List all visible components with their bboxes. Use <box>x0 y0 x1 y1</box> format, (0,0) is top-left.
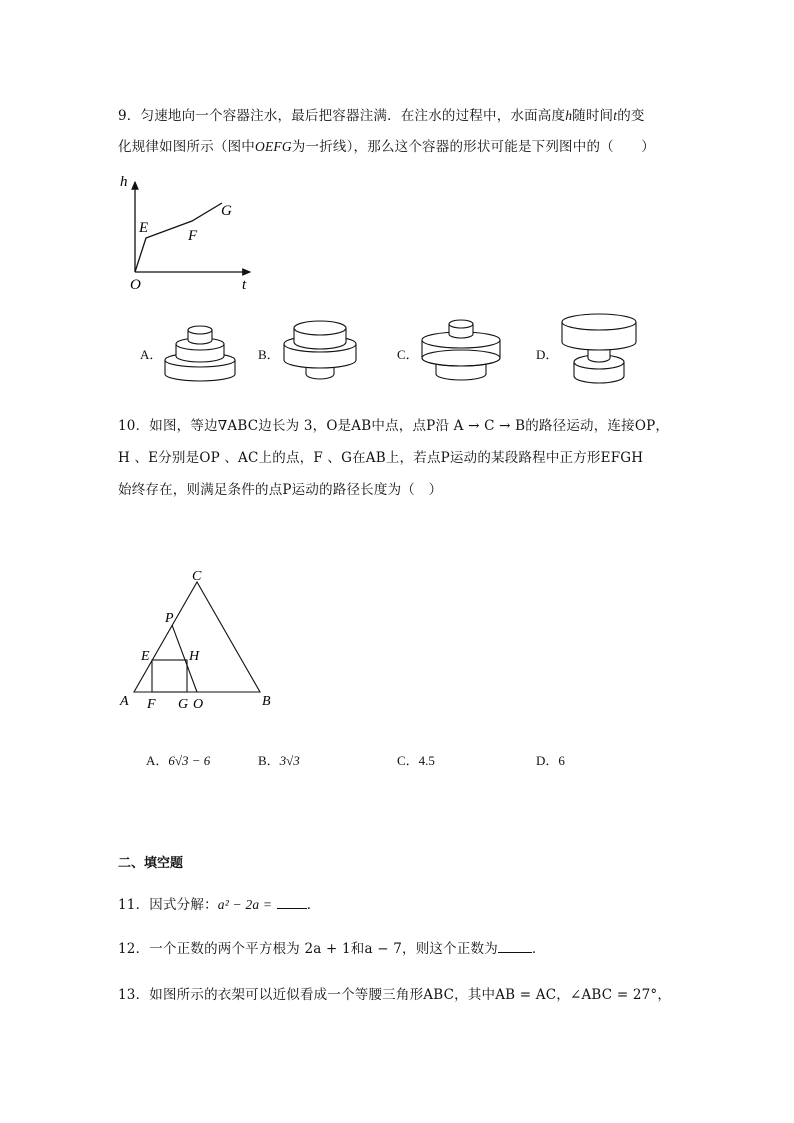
q9-option-b-label[interactable]: B． <box>258 347 280 362</box>
label-h: H <box>189 649 200 664</box>
label-o: O <box>193 697 204 712</box>
q10-line2: H 、E分别是OP 、AC上的点，F 、G在AB上，若点P运动的某段路程中正方形EFGH <box>118 450 644 466</box>
label-e: E <box>141 649 150 664</box>
label-g: G <box>178 697 189 712</box>
q9-line1: 9．匀速地向一个容器注水，最后把容器注满．在注水的过程中，水面高度h随时间t的变 <box>118 108 645 124</box>
graph-label-h: h <box>120 174 128 190</box>
graph-label-t: t <box>242 277 247 293</box>
q11-answer-blank[interactable] <box>277 896 307 909</box>
graph-label-f: F <box>188 228 198 244</box>
q9-option-d-container[interactable] <box>558 312 640 390</box>
q9-graph <box>110 170 270 295</box>
q9-option-d-label[interactable]: D． <box>536 347 559 362</box>
graph-label-o: O <box>130 277 141 293</box>
q12: 12．一个正数的两个平方根为 2a + 1和a − 7，则这个正数为 ． <box>118 941 546 957</box>
section-title-fill-in: 二、填空题 <box>118 856 184 871</box>
label-a: A <box>120 694 129 709</box>
q10-line1: 10．如图，等边∇ABC边长为 3，O是AB中点，点P沿 A → C → B的路径运动，连接OP， <box>118 418 670 434</box>
q13: 13．如图所示的衣架可以近似看成一个等腰三角形ABC，其中AB = AC，∠ABC = 27°， <box>118 987 672 1003</box>
square-efgh <box>152 660 187 692</box>
graph-label-e: E <box>139 220 149 236</box>
q10-option-b[interactable]: B．3√3 <box>258 753 300 768</box>
label-b: B <box>262 694 271 709</box>
label-p: P <box>165 611 174 626</box>
graph-label-g: G <box>221 203 232 219</box>
q9-line2: 化规律如图所示（图中OEFG为一折线），那么这个容器的形状可能是下列图中的（ ） <box>118 139 655 155</box>
q12-answer-blank[interactable] <box>498 940 532 953</box>
q11: 11．因式分解：a² − 2a = ． <box>118 897 321 913</box>
q10-option-d[interactable]: D．6 <box>536 753 565 768</box>
triangle-abc <box>134 582 260 692</box>
q10-triangle-figure <box>112 562 282 712</box>
q9-option-a-container[interactable] <box>160 316 240 382</box>
q9-option-c-label[interactable]: C． <box>397 347 419 362</box>
q10-line3: 始终存在，则满足条件的点P运动的路径长度为（ ） <box>118 482 443 498</box>
q9-option-a-label[interactable]: A． <box>140 347 163 362</box>
graph-polyline-oefg <box>135 203 222 272</box>
q9-option-b-container[interactable] <box>280 316 360 386</box>
q9-option-c-container[interactable] <box>418 316 504 386</box>
q10-option-c[interactable]: C．4.5 <box>397 753 435 768</box>
q10-option-a[interactable]: A．6√3 − 6 <box>146 753 211 768</box>
label-f: F <box>147 697 156 712</box>
label-c: C <box>192 569 202 584</box>
